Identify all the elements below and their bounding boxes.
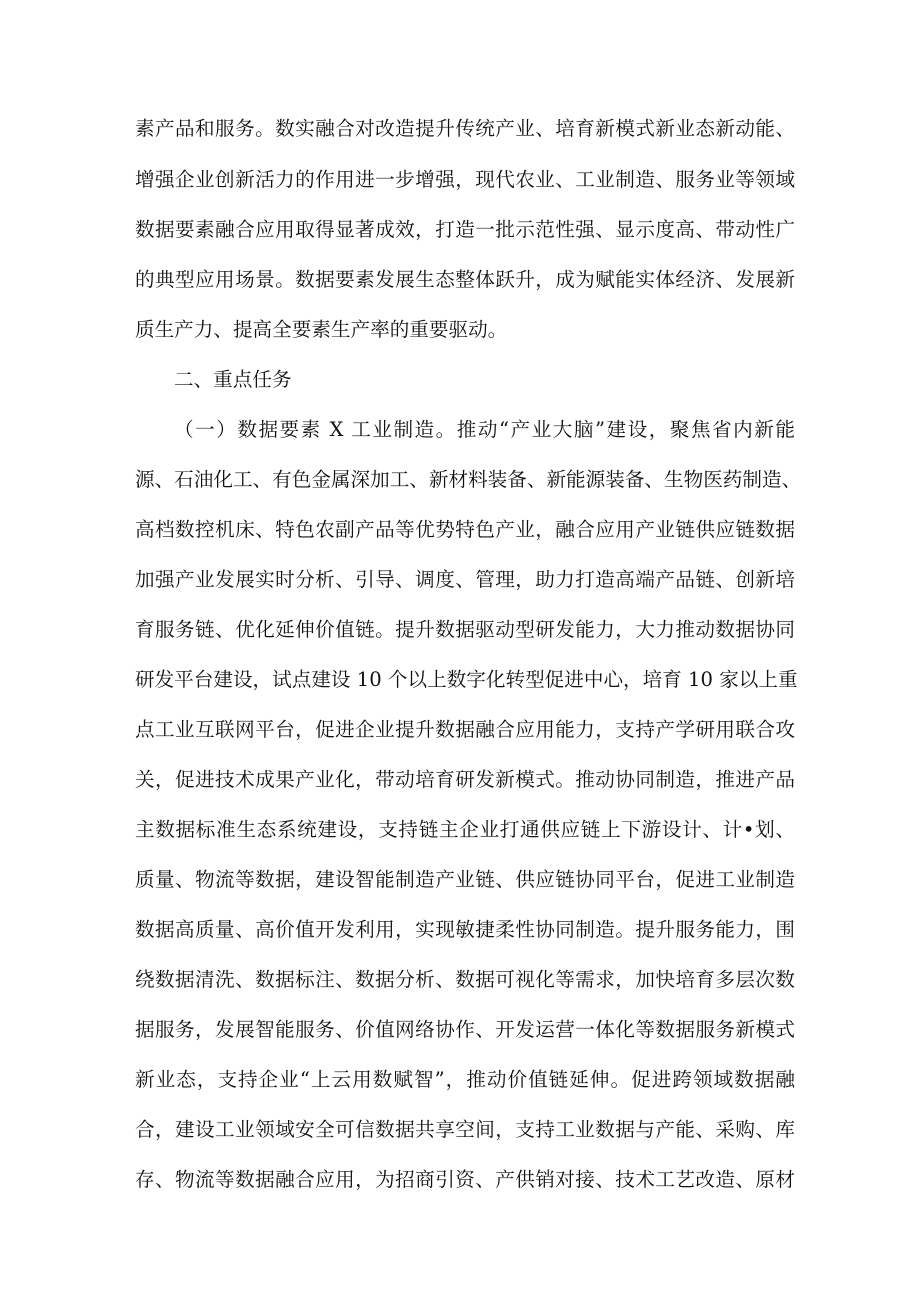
- paragraph-2-line-10: 质量、物流等数据，建设智能制造产业链、供应链协同平台，促进工业制造: [135, 868, 795, 891]
- paragraph-2-line-14: 新业态，支持企业“上云用数赋智”，推动价值链延伸。促进跨领域数据融: [135, 1068, 795, 1091]
- paragraph-2-line-11: 数据高质量、高价值开发利用，实现敏捷柔性协同制造。提升服务能力，围: [135, 918, 795, 941]
- paragraph-2-line-3: 高档数控机床、特色农副产品等优势特色产业，融合应用产业链供应链数据: [135, 518, 795, 541]
- paragraph-2-line-1: （一）数据要素 X 工业制造。推动“产业大脑”建设，聚焦省内新能: [174, 418, 795, 441]
- section-heading: 二、重点任务: [174, 368, 292, 391]
- paragraph-2-line-5: 育服务链、优化延伸价值链。提升数据驱动型研发能力，大力推动数据协同: [135, 618, 795, 641]
- paragraph-2-line-12: 绕数据清洗、数据标注、数据分析、数据可视化等需求，加快培育多层次数: [135, 968, 795, 991]
- paragraph-1-line-2: 增强企业创新活力的作用进一步增强，现代农业、工业制造、服务业等领域: [135, 168, 795, 191]
- paragraph-2-line-2: 源、石油化工、有色金属深加工、新材料装备、新能源装备、生物医药制造、: [135, 468, 802, 491]
- paragraph-2-line-4: 加强产业发展实时分析、引导、调度、管理，助力打造高端产品链、创新培: [135, 568, 795, 591]
- paragraph-1-line-4: 的典型应用场景。数据要素发展生态整体跃升，成为赋能实体经济、发展新: [135, 268, 795, 291]
- paragraph-1-line-5: 质生产力、提高全要素生产率的重要驱动。: [135, 318, 508, 341]
- paragraph-2-line-7: 点工业互联网平台，促进企业提升数据融合应用能力，支持产学研用联合攻: [135, 718, 795, 741]
- paragraph-2-line-6: 研发平台建设，试点建设 10 个以上数字化转型促进中心，培育 10 家以上重: [135, 668, 798, 691]
- paragraph-2-line-15: 合，建设工业领域安全可信数据共享空间，支持工业数据与产能、采购、库: [135, 1118, 795, 1141]
- paragraph-2-line-8: 关，促进技术成果产业化，带动培育研发新模式。推动协同制造，推进产品: [135, 768, 795, 791]
- paragraph-1-line-3: 数据要素融合应用取得显著成效，打造一批示范性强、显示度高、带动性广: [135, 218, 795, 241]
- paragraph-2-line-16: 存、物流等数据融合应用，为招商引资、产供销对接、技术工艺改造、原材: [135, 1168, 795, 1191]
- paragraph-2-line-9: 主数据标准生态系统建设，支持链主企业打通供应链上下游设计、计•划、: [135, 818, 795, 841]
- paragraph-1-line-1: 素产品和服务。数实融合对改造提升传统产业、培育新模式新业态新动能、: [135, 117, 795, 140]
- paragraph-2-line-13: 据服务，发展智能服务、价值网络协作、开发运营一体化等数据服务新模式: [135, 1018, 795, 1041]
